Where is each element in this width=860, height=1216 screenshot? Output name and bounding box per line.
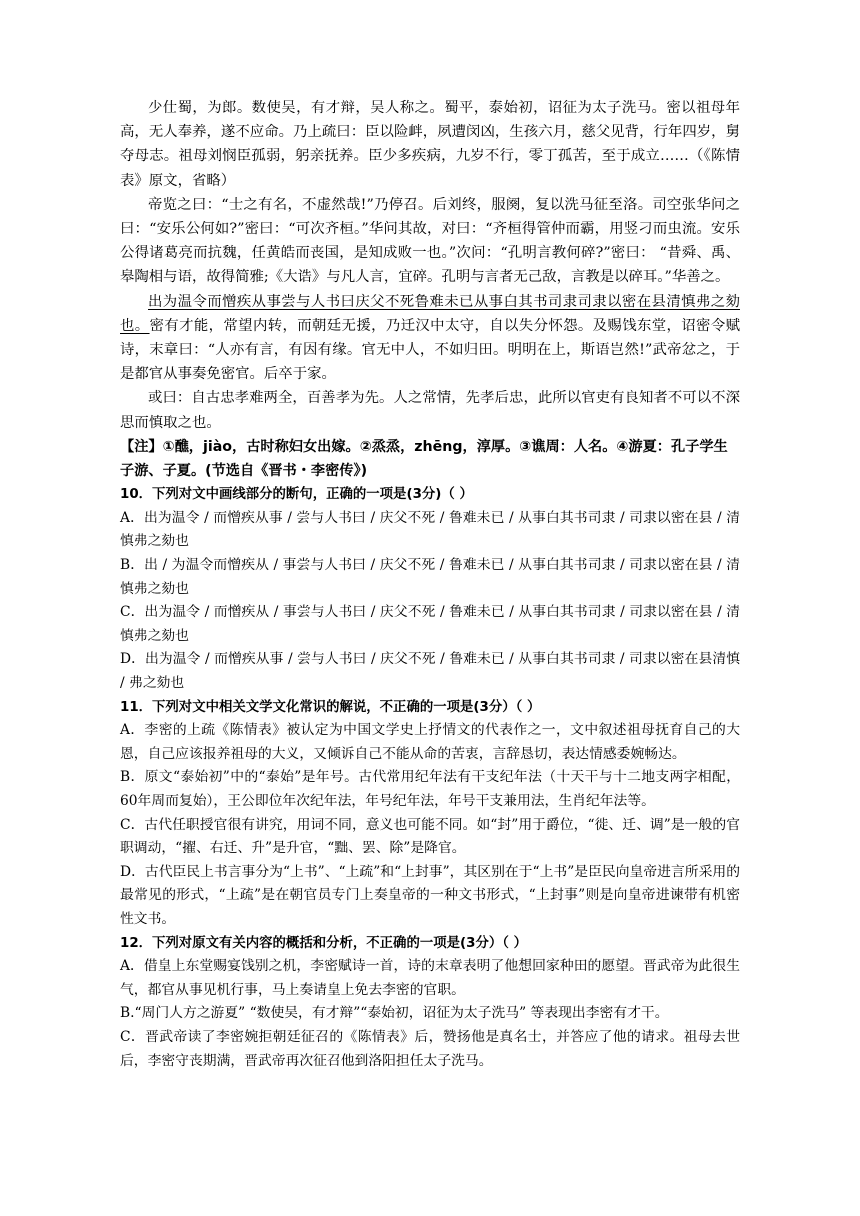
option-b: B．出 / 为温令而憎疾从 / 事尝与人书曰 / 庆父不死 / 鲁难未已 / 从事白其书司隶 / 司隶以密在县 / 清慎弗之劾也 <box>120 557 740 597</box>
passage-paragraph-3 <box>120 290 740 387</box>
question-11 <box>120 696 740 932</box>
option-a: A．出为温令 / 而憎疾从事 / 尝与人书曰 / 庆父不死 / 鲁难未已 / 从事白其书司隶 / 司隶以密在县 / 清慎弗之劾也 <box>120 509 740 550</box>
option-d: D．古代臣民上书言事分为“上书”、“上疏”和“上封事”，其区别在于“上书”是臣民向皇帝进言所采用的最常见的形式，“上疏”是在朝官员专门上奏皇帝的一种文书形式，“上封事”则是向皇帝进谏带有机密性文书。 <box>120 863 740 927</box>
question-stem: 12．下列对原文有关内容的概括和分析，不正确的一项是(3分）（ ） <box>120 935 527 951</box>
note-label: 【注】 <box>120 438 163 455</box>
option-a: A．借皇上东堂赐宴饯别之机，李密赋诗一首，诗的末章表明了他想回家种田的愿望。晋武帝为此很生气，都官从事见机行事，马上奏请皇上免去李密的官职。 <box>120 958 740 998</box>
annotation-note <box>120 435 740 483</box>
passage-paragraph-4: 或曰：自古忠孝难两全，百善孝为先。人之常情，先孝后忠，此所以官吏有良知者不可以不深思而慎取之也。 <box>120 390 740 431</box>
option-b: B.“周门人方之游夏” “数使吴，有才辩”“泰始初，诏征为太子洗马” 等表现出李密有才干。 <box>120 1005 669 1022</box>
document-page <box>120 96 740 1073</box>
question-10 <box>120 483 740 695</box>
question-stem: 10．下列对文中画线部分的断句，正确的一项是(3分)（ ） <box>120 487 473 503</box>
passage-paragraph-3-rest: 密有才能，常望内转，而朝廷无援，乃迁汉中太守，自以失分怀怨。及赐饯东堂，诏密令赋诗，末章曰：“人亦有言，有因有缘。官无中人，不如归田。明明在上，斯语岂然!”武帝忿之，于是都官从事奏免密官。后卒于家。 <box>120 317 740 383</box>
option-b: B．原文“泰始初”中的“泰始”是年号。古代常用纪年法有干支纪年法（十天干与十二地支两字相配，60年周而复始），王公即位年次纪年法，年号纪年法，年号干支兼用法，生肖纪年法等。 <box>120 769 740 809</box>
passage-paragraph-1: 少仕蜀，为郎。数使吴，有才辩，吴人称之。蜀平，泰始初，诏征为太子洗马。密以祖母年高，无人奉养，遂不应命。乃上疏曰：臣以险衅，夙遭闵凶，生孩六月，慈父见背，行年四岁，舅夺母志。祖母刘悯臣孤弱，躬亲抚养。臣少多疾病，九岁不行，零丁孤苦，至于成立……（《陈情表》原文，省略） <box>120 100 740 189</box>
option-c: C．出为温令 / 而憎疾从 / 事尝与人书曰 / 庆父不死 / 鲁难未已 / 从事白其书司隶 / 司隶以密在县 / 清慎弗之劾也 <box>120 604 740 644</box>
passage-paragraph-2: 帝览之曰：“士之有名，不虚然哉!”乃停召。后刘终，服阕，复以洗马征至洛。司空张华问之曰：“安乐公何如?”密曰：“可次齐桓。”华问其故，对曰：“齐桓得管仲而霸，用竖刁而虫流。安乐公得诸葛亮而抗魏，任黄皓而丧国，是知成败一也。”次问：“孔明言教何碎?”密曰： “昔舜、禹、皋陶相与语，故得简雅;《大诰》与凡人言，宜碎。孔明与言者无己敌，言教是以碎耳。”华善之。 <box>120 196 740 286</box>
note-text: ①醮，jiào，古时称妇女出嫁。②烝烝，zhēng，淳厚。③谯周：人名。④游夏：孔子学生子游、子夏。(节选自《晋书・李密传》) <box>120 438 728 480</box>
option-d: D．出为温令 / 而憎疾从事 / 尝与人书曰 / 庆父不死 / 鲁难未已 / 从事白其书司隶 / 司隶以密在县清慎 / 弗之劾也 <box>120 651 740 691</box>
underlined-sentence: 出为温令而憎疾从事尝与人书曰庆父不死鲁难未已从事白其书司隶司隶以密在县清慎弗之劾也。 <box>120 293 740 334</box>
option-c: C．古代任职授官很有讲究，用词不同，意义也可能不同。如“封”用于爵位，“徙、迁、调”是一般的官职调动，“擢、右迁、升”是升官，“黜、罢、除”是降官。 <box>120 816 740 857</box>
question-stem: 11．下列对文中相关文学文化常识的解说，不正确的一项是(3分）（ ） <box>120 699 541 715</box>
question-12 <box>120 932 740 1074</box>
option-c: C．晋武帝读了李密婉拒朝廷征召的《陈情表》后，赞扬他是真名士，并答应了他的请求。祖母去世后，李密守丧期满，晋武帝再次征召他到洛阳担任太子洗马。 <box>120 1028 740 1069</box>
option-a: A．李密的上疏《陈情表》被认定为中国文学史上抒情文的代表作之一，文中叙述祖母抚育自己的大恩，自己应该报养祖母的大义，又倾诉自己不能从命的苦衷，言辞恳切，表达情感委婉畅达。 <box>120 722 740 762</box>
